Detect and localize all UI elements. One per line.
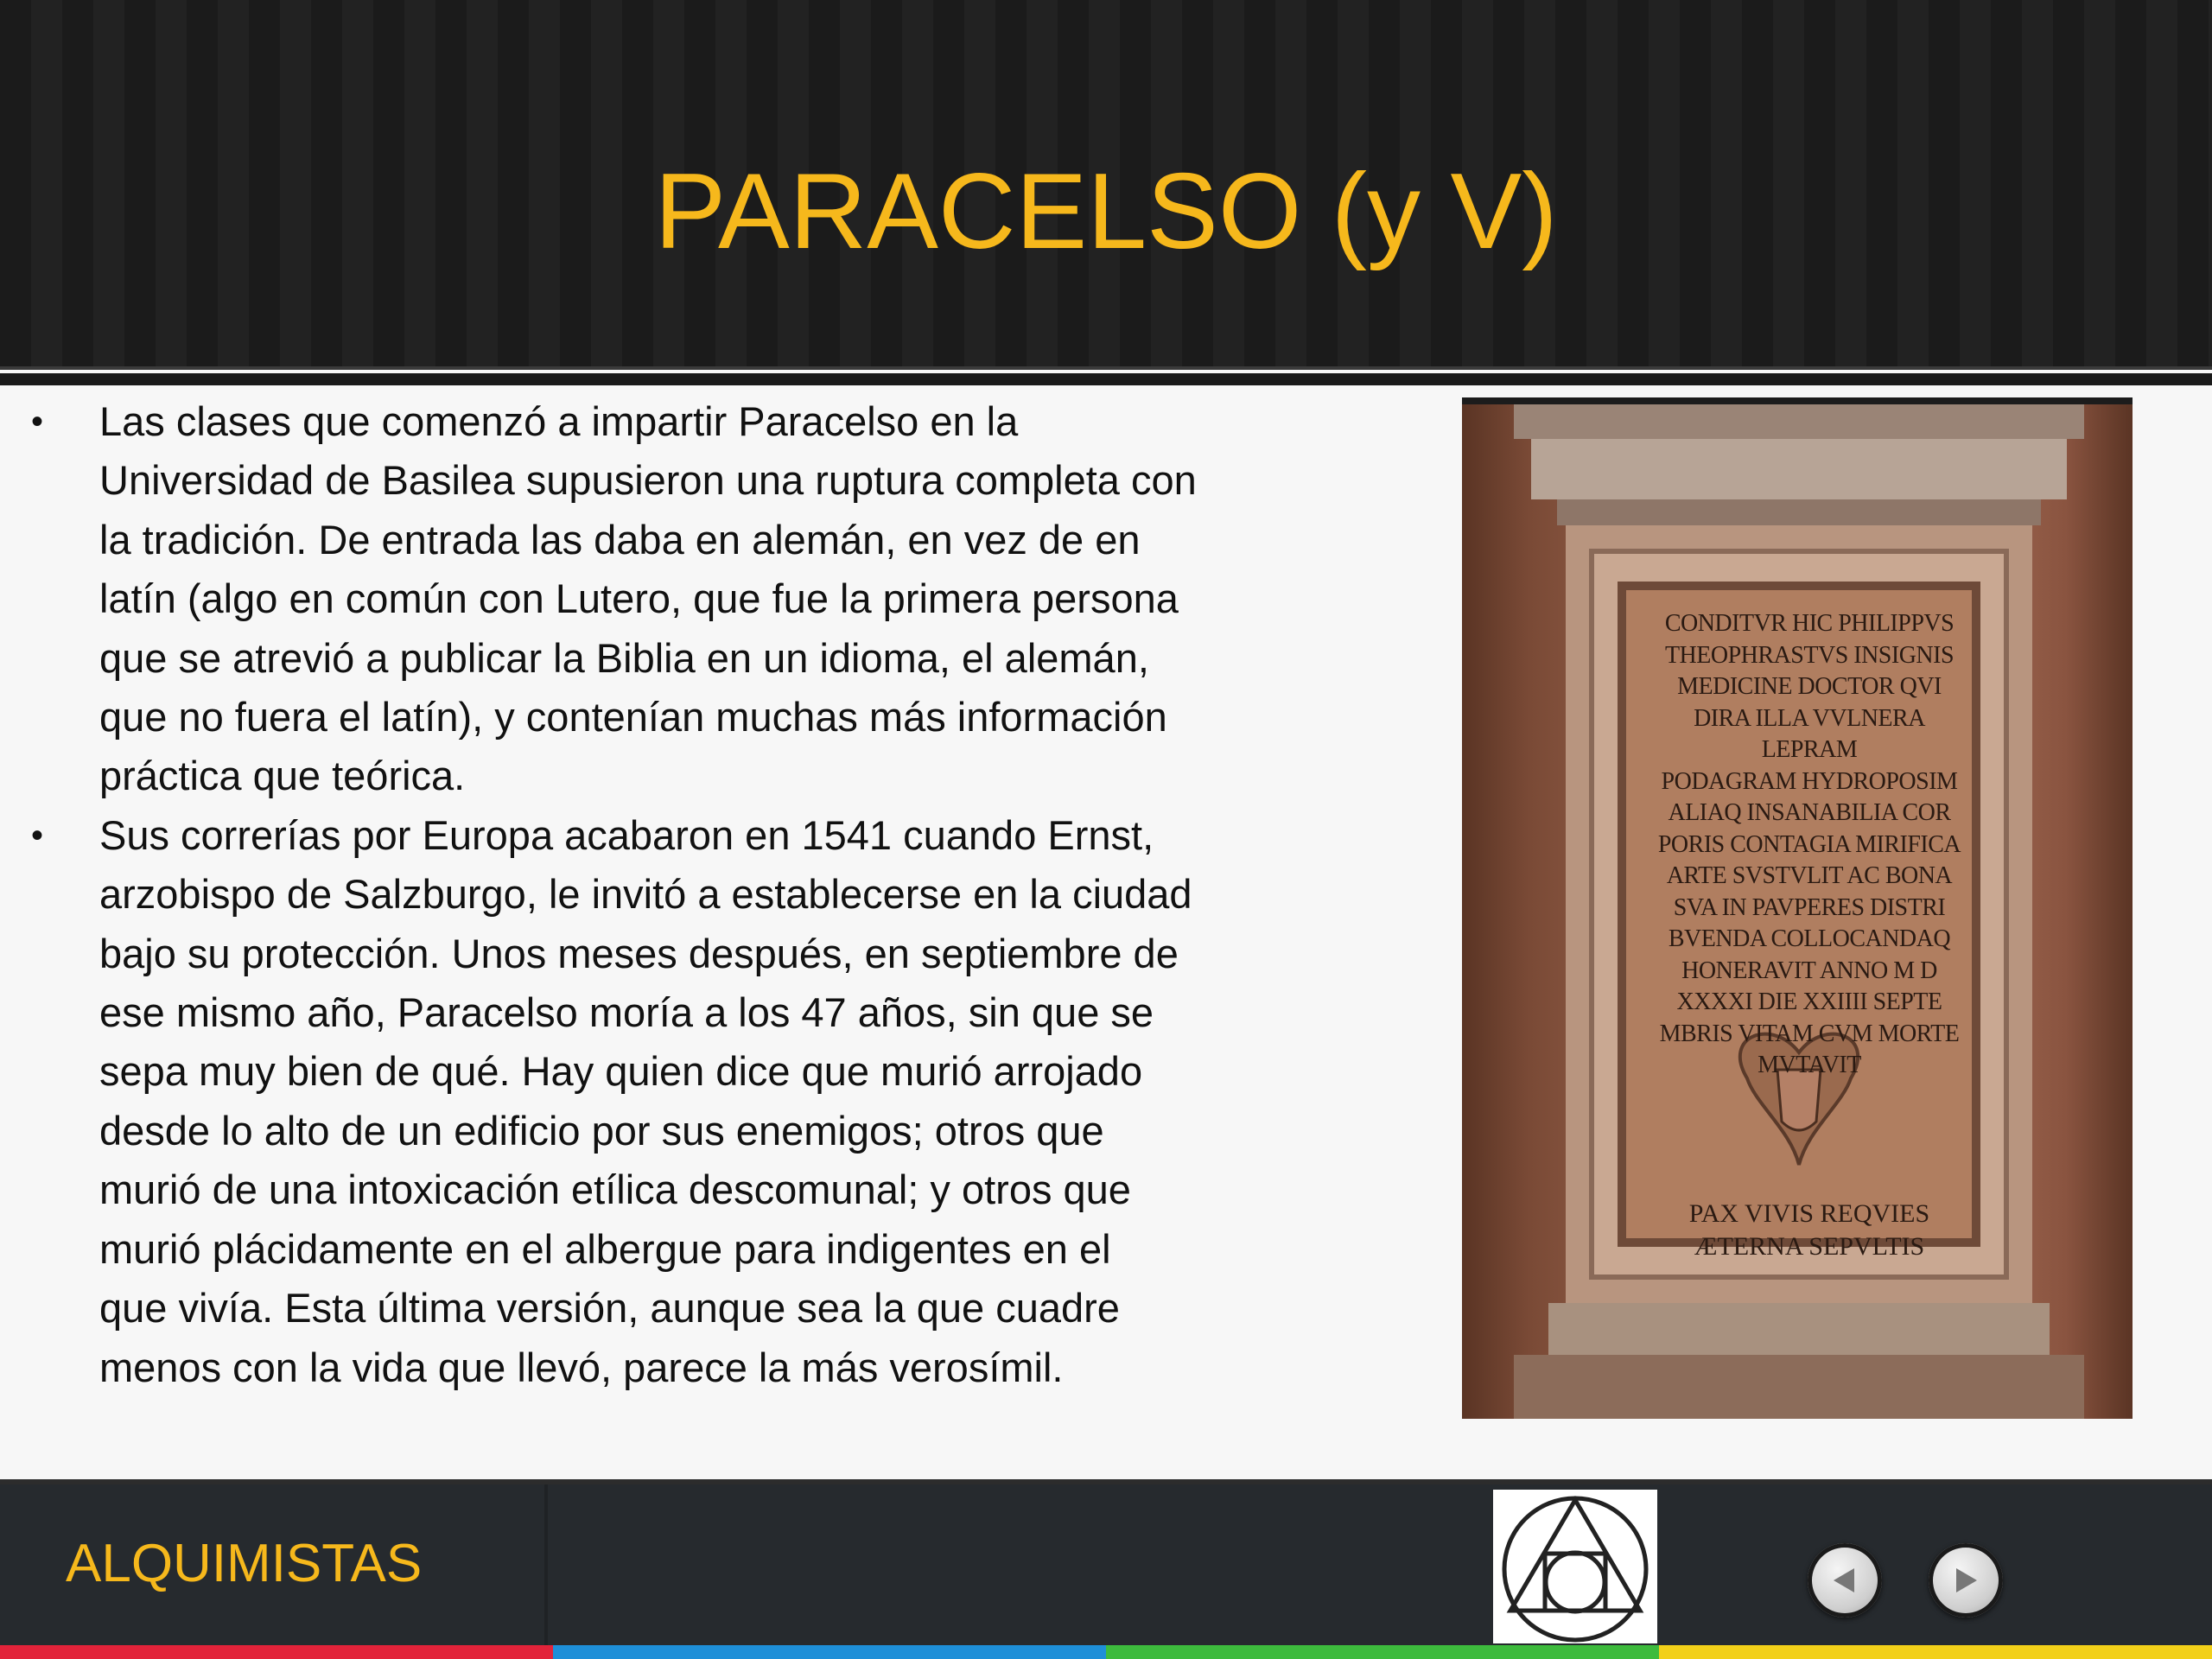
bullet-line: menos con la vida que llevó, parece la más verosímil. [99,1344,1064,1390]
bullet-line: Las clases que comenzó a impartir Paracelso en la [99,398,1019,444]
inscription-line: ALIAQ INSANABILIA COR [1668,799,1951,826]
inscription-line: DIRA ILLA VVLNERA LEPRAM [1694,704,1925,763]
inscription-line: HONERAVIT ANNO M D [1681,957,1937,984]
bullet-line: que vivía. Esta última versión, aunque sea la que cuadre [99,1285,1120,1332]
color-stripe-green [1106,1645,1659,1659]
bullet-line: Sus correrías por Europa acabaron en 1541 cuando Ernst, [99,811,1154,858]
inscription-line: PODAGRAM HYDROPOSIM [1661,767,1958,795]
color-stripe-yellow [1659,1645,2212,1659]
triangle-left-icon [1808,1543,1882,1618]
inscription-line: BVENDA COLLOCANDAQ [1668,925,1951,952]
tombstone-epitaph [1645,1198,1974,1263]
inscription-line: ARTE SVSTVLIT AC BONA [1666,862,1953,889]
inscription-line: MEDICINE DOCTOR QVI [1677,673,1942,700]
header-rule [0,366,2212,370]
color-stripe-red [0,1645,553,1659]
footer-divider [544,1484,548,1645]
bullet-line: latín (algo en común con Lutero, que fue la primera persona [99,575,1179,622]
bullet-line: murió de una intoxicación etílica descomunal; y otros que [99,1166,1131,1213]
bullet-line: desde lo alto de un edificio por sus enemigos; otros que [99,1107,1104,1154]
footer-label: ALQUIMISTAS [66,1534,423,1593]
header-band [0,373,2212,385]
epitaph-line: PAX VIVIS REQVIES [1688,1199,1930,1228]
color-stripe-blue [553,1645,1106,1659]
previous-slide-button[interactable] [1808,1543,1882,1618]
inscription-line: XXXXI DIE XXIIII SEPTE [1676,988,1942,1015]
inscription-line: MVTAVIT [1758,1052,1861,1078]
bullet-line: murió plácidamente en el albergue para indigentes en el [99,1225,1111,1272]
bullet-line: ese mismo año, Paracelso moría a los 47 años, sin que se [99,989,1154,1036]
inscription-line: THEOPHRASTVS INSIGNIS [1664,641,1955,669]
next-slide-button[interactable] [1929,1543,2003,1618]
bullet-line: que se atrevió a publicar la Biblia en un idioma, el alemán, [99,634,1149,681]
bullet-marker: • [31,816,44,855]
inscription-line: PORIS CONTAGIA MIRIFICA [1657,830,1961,858]
inscription-line: SVA IN PAVPERES DISTRI [1673,893,1946,921]
tombstone-inscription [1645,608,1974,1082]
inscription-line: MBRIS VITAM CVM MORTE [1659,1020,1960,1047]
bullet-item [26,392,1357,806]
bullet-line: arzobispo de Salzburgo, le invitó a establecerse en la ciudad [99,871,1192,918]
inscription-line: CONDITVR HIC PHILIPPVS [1664,610,1955,637]
epitaph-line: ÆTERNA SEPVLTIS [1694,1232,1925,1261]
bullet-line: que no fuera el latín), y contenían muchas más información [99,694,1167,741]
bullet-line: la tradición. De entrada las daba en alemán, en vez de en [99,516,1141,563]
tombstone-photo [1462,404,2133,1419]
bullet-list [26,392,1357,1397]
triangle-right-icon [1929,1543,2003,1618]
alchemy-symbol-icon [1493,1490,1657,1643]
bullet-line: sepa muy bien de qué. Hay quien dice que murió arrojado [99,1048,1143,1095]
bullet-line: Universidad de Basilea supusieron una ruptura completa con [99,457,1197,504]
bullet-line: bajo su protección. Unos meses después, en septiembre de [99,930,1179,976]
bullet-line: práctica que teórica. [99,753,466,799]
bullet-marker: • [31,403,44,441]
slide-title: PARACELSO (y V) [654,152,1558,271]
bullet-item [26,806,1357,1397]
